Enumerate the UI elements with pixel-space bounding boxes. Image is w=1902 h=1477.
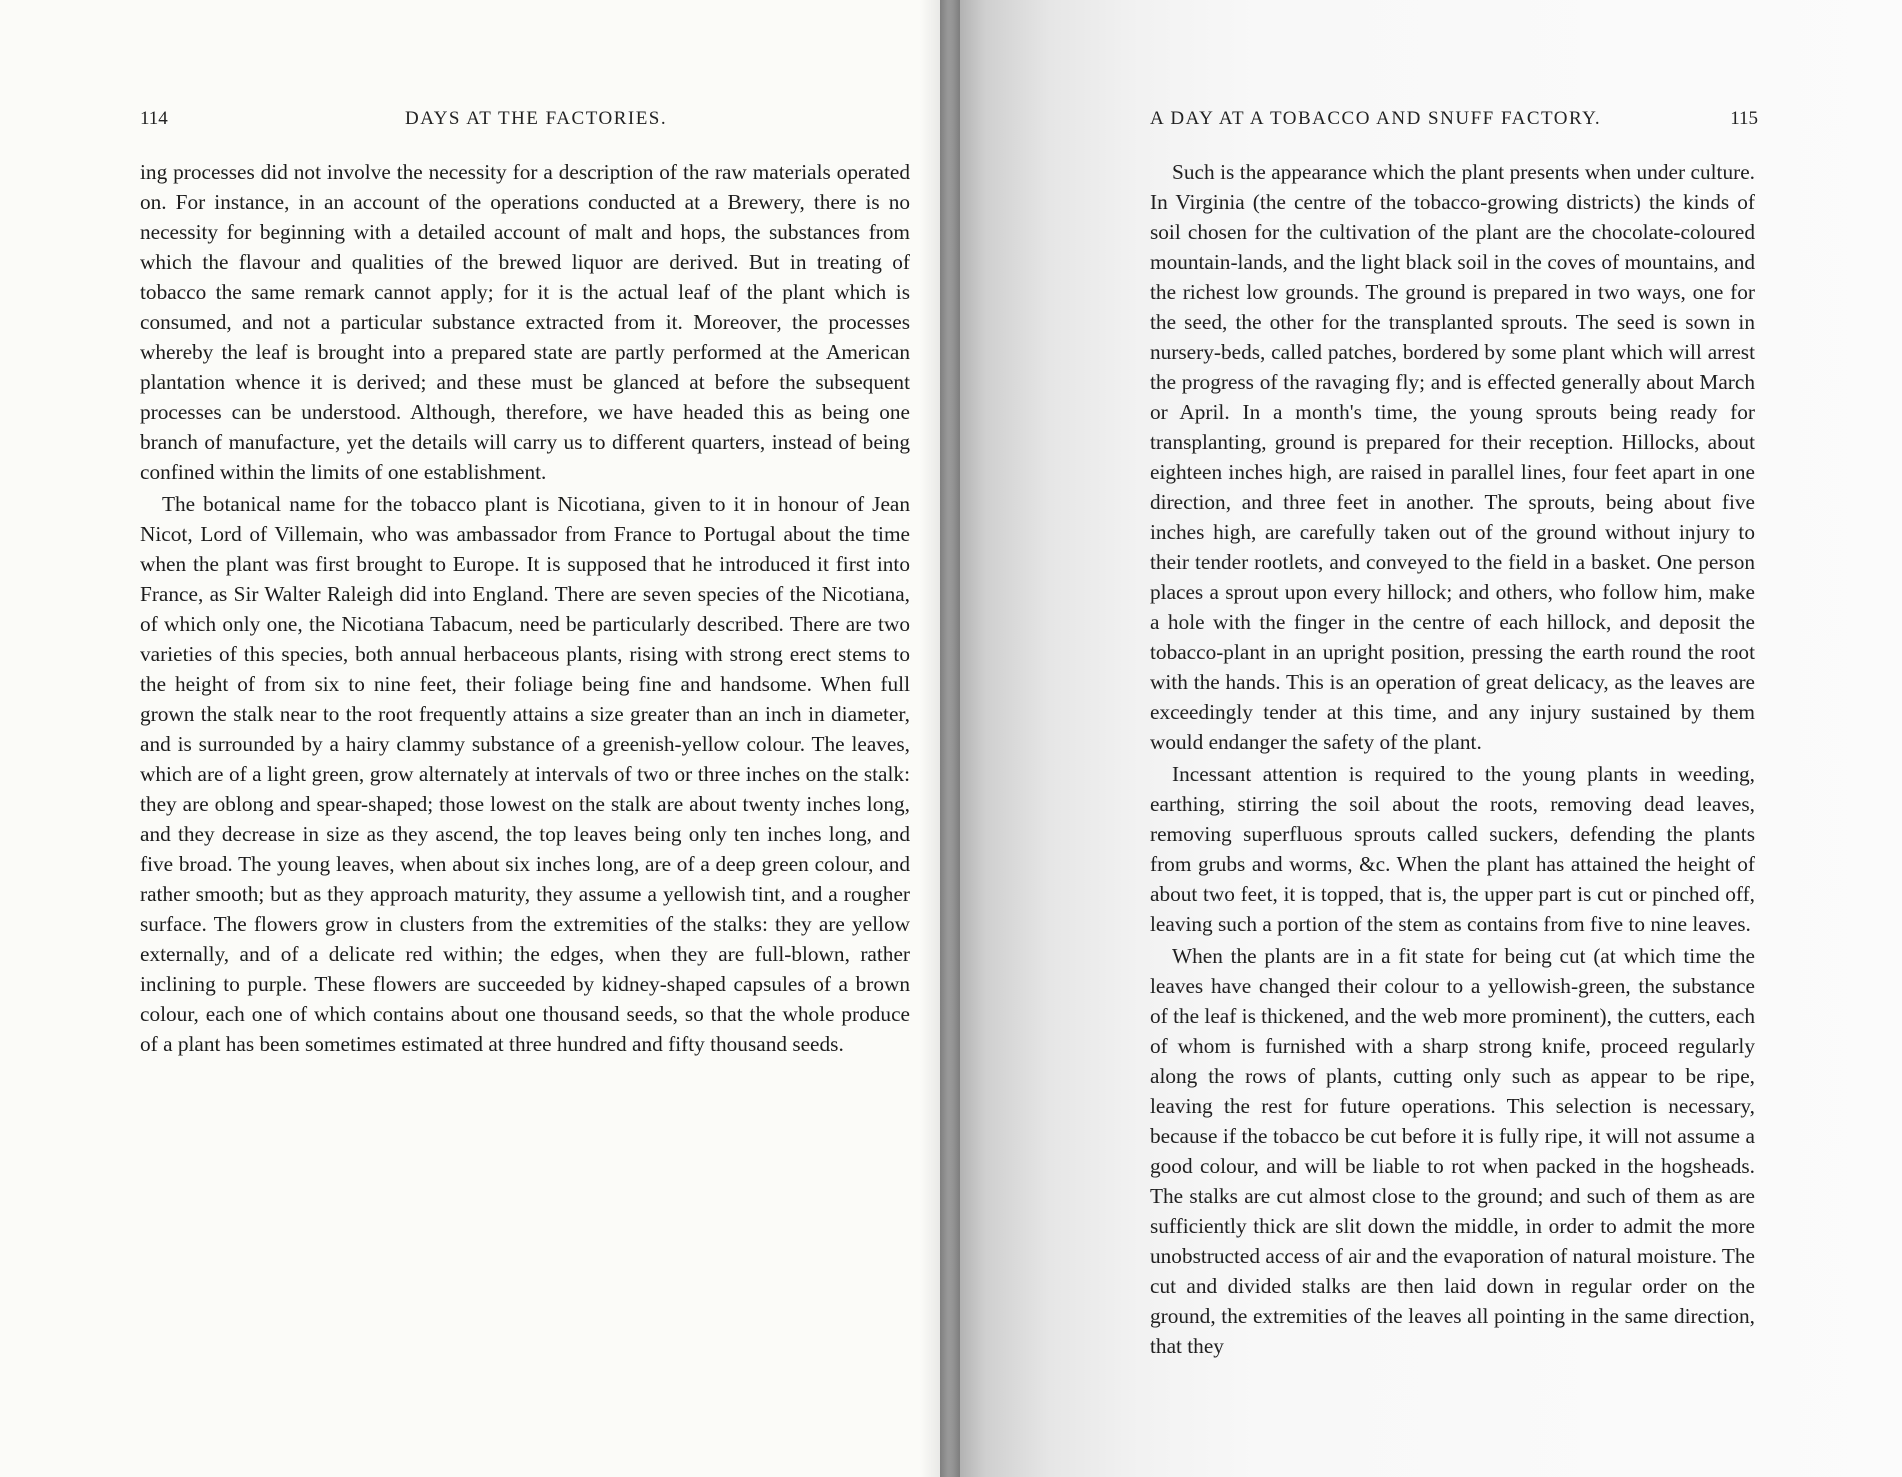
gutter-shadow — [920, 0, 960, 1477]
running-head-title: DAYS AT THE FACTORIES. — [405, 108, 668, 129]
page-number: 115 — [1730, 108, 1758, 129]
left-running-head — [140, 108, 910, 136]
paragraph: Such is the appearance which the plant presents when under culture. In Virginia (the centre of the tobacco-growing districts) the kinds of soil chosen for the cultivation of the plant are the chocolate-coloured mountain-lands, and the light black soil in the coves of mountains, and the richest low grounds. The ground is prepared in two ways, one for the seed, the other for the transplanted sprouts. The seed is sown in nursery-beds, called patches, bordered by some plant which will arrest the progress of the ravaging fly; and is effected generally about March or April. In a month's time, the young sprouts being ready for transplanting, ground is prepared for their reception. Hillocks, about eighteen inches high, are raised in parallel lines, four feet apart in one direction, and three feet in another. The sprouts, being about five inches high, are carefully taken out of the ground without injury to their tender rootlets, and conveyed to the field in a basket. One person places a sprout upon every hillock; and others, who follow him, make a hole with the finger in the centre of each hillock, and deposit the tobacco-plant in an upright position, pressing the earth round the root with the hands. This is an operation of great delicacy, as the leaves are exceedingly tender at this time, and any injury sustained by them would endanger the safety of the plant. — [1150, 160, 1755, 754]
right-running-head — [1150, 108, 1758, 136]
right-body-text — [1150, 157, 1755, 1361]
paragraph: When the plants are in a fit state for being cut (at which time the leaves have changed their colour to a yellowish-green, the substance of the leaf is thickened, and the web more prominent), the cutters, each of whom is furnished with a sharp strong knife, proceed regularly along the rows of plants, cutting only such as appear to be ripe, leaving the rest for future operations. This selection is necessary, because if the tobacco be cut before it is fully ripe, it will not assume a good colour, and will be liable to rot when packed in the hogsheads. The stalks are cut almost close to the ground; and such of them as are sufficiently thick are slit down the middle, in order to admit the more unobstructed access of air and the evaporation of natural moisture. The cut and divided stalks are then laid down in regular order on the ground, the extremities of the leaves all pointing in the same direction, that they — [1150, 944, 1755, 1358]
page-number: 114 — [140, 108, 168, 129]
paragraph: Incessant attention is required to the young plants in weeding, earthing, stirring the soil about the roots, removing dead leaves, removing superfluous sprouts called suckers, defending the plants from grubs and worms, &c. When the plant has attained the height of about two feet, it is topped, that is, the upper part is cut or pinched off, leaving such a portion of the stem as contains from five to nine leaves. — [1150, 762, 1755, 936]
left-body-text — [140, 157, 910, 1059]
right-page — [940, 0, 1902, 1477]
paragraph: The botanical name for the tobacco plant is Nicotiana, given to it in honour of Jean Nicot, Lord of Villemain, who was ambassador from France to Portugal about the time when the plant was first brought to Europe. It is supposed that he introduced it first into France, as Sir Walter Raleigh did into England. There are seven species of the Nicotiana, of which only one, the Nicotiana Tabacum, need be particularly described. There are two varieties of this species, both annual herbaceous plants, rising with strong erect stems to the height of from six to nine feet, their foliage being fine and handsome. When full grown the stalk near to the root frequently attains a size greater than an inch in diameter, and is surrounded by a hairy clammy substance of a greenish-yellow colour. The leaves, which are of a light green, grow alternately at intervals of two or three inches on the stalk: they are oblong and spear-shaped; those lowest on the stalk are about twenty inches long, and they decrease in size as they ascend, the top leaves being only ten inches long, and five broad. The young leaves, when about six inches long, are of a deep green colour, and rather smooth; but as they approach maturity, they assume a yellowish tint, and a rougher surface. The flowers grow in clusters from the extremities of the stalks: they are yellow externally, and of a delicate red within; the edges, when they are full-blown, rather inclining to purple. These flowers are succeeded by kidney-shaped capsules of a brown colour, each one of which contains about one thousand seeds, so that the whole produce of a plant has been sometimes estimated at three hundred and fifty thousand seeds. — [140, 492, 910, 1056]
paragraph: ing processes did not involve the necessity for a description of the raw materials operated on. For instance, in an account of the operations conducted at a Brewery, there is no necessity for beginning with a detailed account of malt and hops, the substances from which the flavour and qualities of the brewed liquor are derived. But in treating of tobacco the same remark cannot apply; for it is the actual leaf of the plant which is consumed, and not a particular substance extracted from it. Moreover, the processes whereby the leaf is brought into a prepared state are partly performed at the American plantation whence it is derived; and these must be glanced at before the subsequent processes can be understood. Although, therefore, we have headed this as being one branch of manufacture, yet the details will carry us to different quarters, instead of being confined within the limits of one establishment. — [140, 160, 910, 484]
running-head-title: A DAY AT A TOBACCO AND SNUFF FACTORY. — [1150, 108, 1602, 129]
left-page — [0, 0, 940, 1477]
